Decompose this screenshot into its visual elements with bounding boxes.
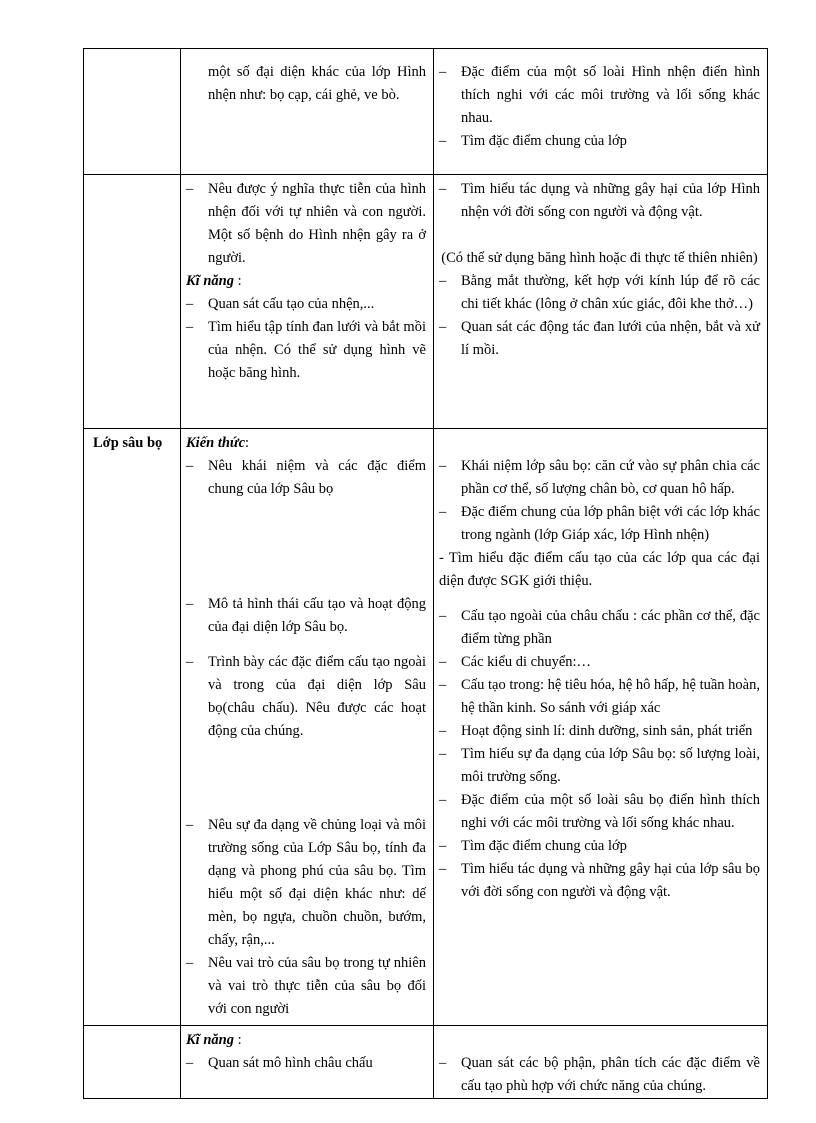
- list-item: – Hoạt động sinh lí: dinh dưỡng, sinh sản, phát triển: [439, 723, 753, 739]
- list-item: – Cấu tạo trong: hệ tiêu hóa, hệ hô hấp, hệ tuần hoàn, hệ thần kinh. So sánh với giáp xác: [439, 677, 760, 716]
- list-item: – Bằng mắt thường, kết hợp với kính lúp để rõ các chi tiết khác (lông ở chân xúc giác, đôi khe thở…): [439, 273, 760, 312]
- topic-label: Lớp sâu bọ: [93, 435, 163, 451]
- topic-cell: [84, 429, 181, 1026]
- list-item: – Quan sát cấu tạo của nhện,...: [186, 296, 375, 312]
- activity-text: - Tìm hiểu đặc điểm cấu tạo của các lớp qua các đại diện được SGK giới thiệu.: [439, 550, 760, 589]
- topic-cell: [84, 1026, 181, 1099]
- list-item: – Đặc điểm của một số loài Hình nhện điển hình thích nghi với các môi trường và lối sống khác nhau.: [439, 64, 760, 126]
- list-item: – Quan sát các bộ phận, phân tích các đặc điểm về cấu tạo phù hợp với chức năng của chúng.: [439, 1055, 760, 1094]
- list-item: – Nêu được ý nghĩa thực tiễn của hình nhện đối với tự nhiên và con người. Một số bệnh do Hình nhện gây ra ở người.: [186, 181, 426, 266]
- list-item: – Tìm hiểu tập tính đan lưới và bắt mồi của nhện. Có thể sử dụng hình vẽ hoặc băng hình.: [186, 319, 426, 381]
- list-item: – Tìm đặc điểm chung của lớp: [439, 838, 627, 854]
- list-item: – Các kiểu di chuyển:…: [439, 654, 592, 670]
- activities-cell: [434, 429, 768, 1026]
- list-item: – Tìm hiểu sự đa dạng của lớp Sâu bọ: số lượng loài, môi trường sống.: [439, 746, 760, 785]
- topic-cell: [84, 49, 181, 175]
- list-item: – Tìm hiểu tác dụng và những gây hại của lớp Hình nhện với đời sống con người và động vật.: [439, 181, 760, 220]
- list-item: – Đặc điểm của một số loài sâu bọ điển hình thích nghi với các môi trường và lối sống khác nhau.: [439, 792, 760, 831]
- objectives-cell: [181, 175, 434, 429]
- list-item: – Quan sát các động tác đan lưới của nhện, bắt và xử lí mồi.: [439, 319, 760, 358]
- list-item: – Nêu khái niệm và các đặc điểm chung của lớp Sâu bọ: [186, 458, 426, 497]
- activities-cell: [434, 49, 768, 175]
- list-item: – Mô tả hình thái cấu tạo và hoạt động của đại diện lớp Sâu bọ.: [186, 596, 426, 635]
- curriculum-table: [83, 48, 768, 1099]
- objectives-cell: [181, 429, 434, 1026]
- activities-cell: [434, 175, 768, 429]
- list-item: – Tìm hiểu tác dụng và những gây hại của lớp sâu bọ với đời sống con người và động vật.: [439, 861, 760, 900]
- list-item: – Trình bày các đặc điểm cấu tạo ngoài và trong của đại diện lớp Sâu bọ(châu chấu). Nêu được các hoạt động của chúng.: [186, 654, 426, 739]
- topic-cell: [84, 175, 181, 429]
- activities-cell: [434, 1026, 768, 1099]
- objectives-cell: [181, 1026, 434, 1099]
- objective-text: một số đại diện khác của lớp Hình nhện như: bọ cạp, cái ghẻ, ve bò.: [208, 64, 426, 103]
- table-row: [84, 429, 768, 1026]
- list-item: – Khái niệm lớp sâu bọ: căn cứ vào sự phân chia các phần cơ thể, số lượng chân bò, cơ quan hô hấp.: [439, 458, 760, 497]
- list-item: – Tìm đặc điểm chung của lớp: [439, 133, 627, 149]
- skills-heading: Kĩ năng :: [186, 273, 242, 289]
- table-row: [84, 49, 768, 175]
- list-item: – Nêu vai trò của sâu bọ trong tự nhiên và vai trò thực tiễn của sâu bọ đối với con người: [186, 955, 426, 1017]
- table-row: [84, 1026, 768, 1099]
- list-item: – Quan sát mô hình châu chấu: [186, 1055, 373, 1071]
- list-item: – Đặc điểm chung của lớp phân biệt với các lớp khác trong ngành (lớp Giáp xác, lớp Hình nhện): [439, 504, 760, 543]
- knowledge-heading: Kiến thức:: [186, 435, 250, 451]
- note-text: (Có thể sử dụng băng hình hoặc đi thực tế thiên nhiên): [441, 250, 758, 266]
- list-item: – Cấu tạo ngoài của châu chấu : các phần cơ thể, đặc điểm từng phần: [439, 608, 760, 647]
- list-item: – Nêu sự đa dạng về chủng loại và môi trường sống của Lớp Sâu bọ, tính đa dạng và phong phú của sâu bọ. Tìm hiểu một số đại diện khác như: dế mèn, bọ ngựa, chuồn chuồn, bướm, chấy, rận,...: [186, 817, 426, 948]
- table-row: [84, 175, 768, 429]
- objectives-cell: [181, 49, 434, 175]
- skills-heading: Kĩ năng :: [186, 1032, 242, 1048]
